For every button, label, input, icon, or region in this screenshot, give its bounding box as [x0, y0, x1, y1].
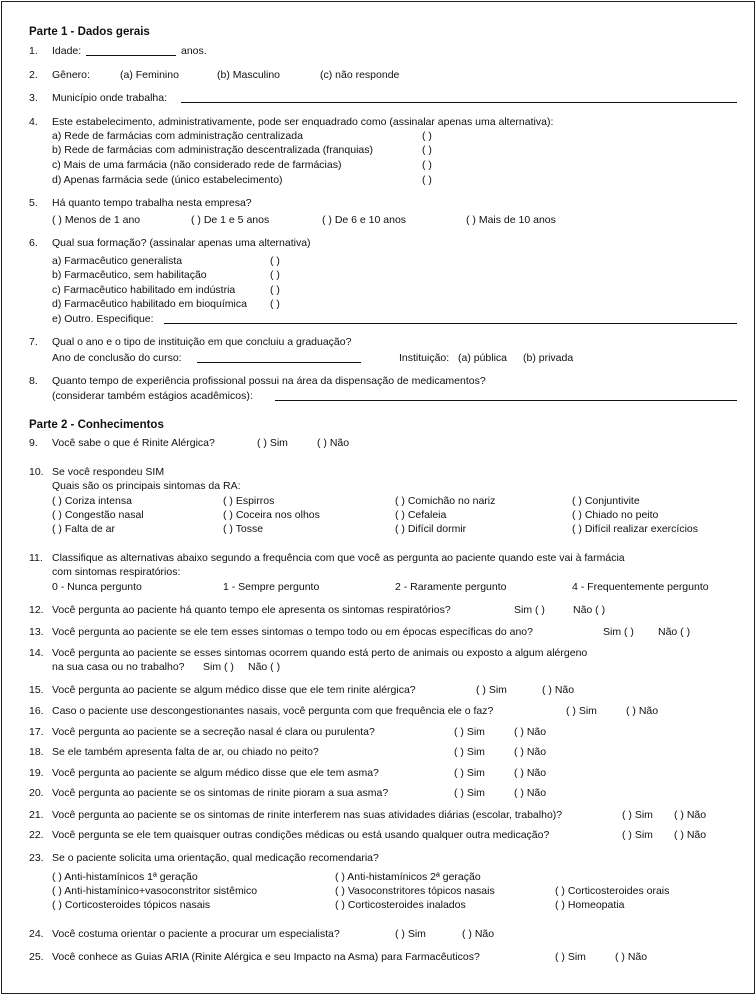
- q18-no[interactable]: ( ) Não: [514, 746, 547, 758]
- q4-item: c) Mais de uma farmácia (não considerado rede de farmácias): [52, 159, 342, 171]
- q22-number: 22.: [29, 829, 44, 841]
- q6-item: c) Farmacêutico habilitado em indústria: [52, 284, 236, 296]
- q25-label: Você conhece as Guias ARIA (Rinite Alérgica e seu Impacto na Asma) para Farmacêuticos?: [52, 951, 480, 963]
- q1-number: 1.: [29, 45, 38, 57]
- q6-checkbox[interactable]: ( ): [270, 284, 280, 296]
- q4-number: 4.: [29, 116, 38, 128]
- q8-sub: (considerar também estágios acadêmicos):: [52, 390, 253, 402]
- q13-number: 13.: [29, 626, 44, 638]
- q8-number: 8.: [29, 375, 38, 387]
- q20-label: Você pergunta ao paciente se os sintomas de rinite pioram a sua asma?: [52, 787, 389, 799]
- q12-no[interactable]: Não ( ): [573, 604, 606, 616]
- symptom-option[interactable]: ( ) Congestão nasal: [52, 509, 144, 521]
- q21-number: 21.: [29, 809, 44, 821]
- q22-label: Você pergunta se ele tem quaisquer outras condições médicas ou está usando qualquer outra medicação?: [52, 829, 550, 841]
- q10-sub: Quais são os principais sintomas da RA:: [52, 480, 241, 492]
- q25-yes[interactable]: ( ) Sim: [555, 951, 586, 963]
- q18-label: Se ele também apresenta falta de ar, ou chiado no peito?: [52, 746, 319, 758]
- q19-yes[interactable]: ( ) Sim: [454, 767, 485, 779]
- medication-option[interactable]: ( ) Homeopatia: [555, 899, 625, 911]
- q15-number: 15.: [29, 684, 44, 696]
- q15-label: Você pergunta ao paciente se algum médico disse que ele tem rinite alérgica?: [52, 684, 416, 696]
- q15-no[interactable]: ( ) Não: [542, 684, 575, 696]
- symptom-option[interactable]: ( ) Chiado no peito: [572, 509, 659, 521]
- q19-number: 19.: [29, 767, 44, 779]
- q21-label: Você pergunta ao paciente se os sintomas de rinite interferem nas suas atividades diárias (escolar, trabalho)?: [52, 809, 563, 821]
- q14-number: 14.: [29, 647, 44, 659]
- q17-no[interactable]: ( ) Não: [514, 726, 547, 738]
- q5-option[interactable]: ( ) De 1 e 5 anos: [191, 214, 270, 226]
- q5-option[interactable]: ( ) De 6 e 10 anos: [322, 214, 407, 226]
- symptom-option[interactable]: ( ) Coceira nos olhos: [223, 509, 320, 521]
- q13-label: Você pergunta ao paciente se ele tem esses sintomas o tempo todo ou em épocas específicas do ano?: [52, 626, 533, 638]
- q6-item: d) Farmacêutico habilitado em bioquímica: [52, 298, 247, 310]
- q18-yes[interactable]: ( ) Sim: [454, 746, 485, 758]
- municipality-field[interactable]: [181, 102, 737, 103]
- age-field[interactable]: [86, 55, 176, 56]
- q5-option[interactable]: ( ) Menos de 1 ano: [52, 214, 141, 226]
- q6-number: 6.: [29, 237, 38, 249]
- q9-no[interactable]: ( ) Não: [317, 437, 350, 449]
- q9-label: Você sabe o que é Rinite Alérgica?: [52, 437, 215, 449]
- q10-number: 10.: [29, 466, 44, 478]
- medication-option[interactable]: ( ) Corticosteroides tópicos nasais: [52, 899, 211, 911]
- gender-option-no-answer[interactable]: (c) não responde: [320, 69, 400, 81]
- part2-title: Parte 2 - Conhecimentos: [29, 419, 164, 431]
- q6-other-label: e) Outro. Especifique:: [52, 313, 154, 325]
- q24-number: 24.: [29, 928, 44, 940]
- q6-checkbox[interactable]: ( ): [270, 255, 280, 267]
- q3-label: Município onde trabalha:: [52, 92, 167, 104]
- graduation-year-field[interactable]: [197, 362, 361, 363]
- q7-label: Qual o ano e o tipo de instituição em que concluiu a graduação?: [52, 336, 352, 348]
- q4-checkbox[interactable]: ( ): [422, 130, 432, 142]
- q19-no[interactable]: ( ) Não: [514, 767, 547, 779]
- q14-no[interactable]: Não ( ): [248, 661, 281, 673]
- q4-item: a) Rede de farmácias com administração centralizada: [52, 130, 303, 142]
- q7-institution-label: Instituição:: [399, 352, 450, 364]
- gender-option-male[interactable]: (b) Masculino: [217, 69, 281, 81]
- q2-label: Gênero:: [52, 69, 90, 81]
- q7-year-label: Ano de conclusão do curso:: [52, 352, 182, 364]
- questionnaire-page: [1, 1, 755, 994]
- q21-yes[interactable]: ( ) Sim: [622, 809, 653, 821]
- q20-yes[interactable]: ( ) Sim: [454, 787, 485, 799]
- q4-item: d) Apenas farmácia sede (único estabelecimento): [52, 174, 283, 186]
- q20-number: 20.: [29, 787, 44, 799]
- medication-option[interactable]: ( ) Corticosteroides orais: [555, 885, 670, 897]
- medication-option[interactable]: ( ) Anti-histamínicos 1ª geração: [52, 871, 198, 883]
- q4-item: b) Rede de farmácias com administração descentralizada (franquias): [52, 144, 373, 156]
- q4-checkbox[interactable]: ( ): [422, 144, 432, 156]
- q6-item: b) Farmacêutico, sem habilitação: [52, 269, 207, 281]
- part1-title: Parte 1 - Dados gerais: [29, 26, 150, 38]
- q6-item: a) Farmacêutico generalista: [52, 255, 183, 267]
- symptom-option[interactable]: ( ) Tosse: [223, 523, 264, 535]
- q16-yes[interactable]: ( ) Sim: [566, 705, 597, 717]
- q14-yes[interactable]: Sim ( ): [203, 661, 234, 673]
- q14-label: Você pergunta ao paciente se esses sintomas ocorrem quando está perto de animais ou exposto a algum alérgeno: [52, 647, 588, 659]
- q6-checkbox[interactable]: ( ): [270, 269, 280, 281]
- q11-label: Classifique as alternativas abaixo segundo a frequência com que você as pergunta ao paciente quando este vai à farmácia: [52, 552, 625, 564]
- institution-option-private[interactable]: (b) privada: [523, 352, 574, 364]
- q17-yes[interactable]: ( ) Sim: [454, 726, 485, 738]
- q13-yes[interactable]: Sim ( ): [603, 626, 634, 638]
- q21-no[interactable]: ( ) Não: [674, 809, 707, 821]
- q5-number: 5.: [29, 197, 38, 209]
- q14-label-2: na sua casa ou no trabalho?: [52, 661, 185, 673]
- symptom-option[interactable]: ( ) Difícil dormir: [395, 523, 467, 535]
- symptom-option[interactable]: ( ) Difícil realizar exercícios: [572, 523, 699, 535]
- q8-label: Quanto tempo de experiência profissional possui na área da dispensação de medicamentos?: [52, 375, 486, 387]
- q16-label: Caso o paciente use descongestionantes nasais, você pergunta com que frequência ele o faz?: [52, 705, 494, 717]
- q4-checkbox[interactable]: ( ): [422, 159, 432, 171]
- scale-item: 1 - Sempre pergunto: [223, 581, 320, 593]
- q1-suffix: anos.: [181, 45, 207, 57]
- q23-label: Se o paciente solicita uma orientação, qual medicação recomendaria?: [52, 852, 379, 864]
- symptom-option[interactable]: ( ) Espirros: [223, 495, 275, 507]
- q1-label: Idade:: [52, 45, 82, 57]
- q4-label: Este estabelecimento, administrativamente, pode ser enquadrado como (assinalar apenas uma alternativa):: [52, 116, 554, 128]
- q24-label: Você costuma orientar o paciente a procurar um especialista?: [52, 928, 340, 940]
- scale-item: 0 - Nunca pergunto: [52, 581, 142, 593]
- q12-label: Você pergunta ao paciente há quanto tempo ele apresenta os sintomas respiratórios?: [52, 604, 451, 616]
- symptom-option[interactable]: ( ) Coriza intensa: [52, 495, 132, 507]
- q6-label: Qual sua formação? (assinalar apenas uma alternativa): [52, 237, 311, 249]
- experience-field[interactable]: [275, 400, 737, 401]
- q12-number: 12.: [29, 604, 44, 616]
- q18-number: 18.: [29, 746, 44, 758]
- q24-yes[interactable]: ( ) Sim: [395, 928, 426, 940]
- q19-label: Você pergunta ao paciente se algum médico disse que ele tem asma?: [52, 767, 379, 779]
- q9-yes[interactable]: ( ) Sim: [257, 437, 288, 449]
- q4-checkbox[interactable]: ( ): [422, 174, 432, 186]
- q13-no[interactable]: Não ( ): [658, 626, 691, 638]
- q11-label-2: com sintomas respiratórios:: [52, 566, 181, 578]
- symptom-option[interactable]: ( ) Comichão no nariz: [395, 495, 496, 507]
- symptom-option[interactable]: ( ) Conjuntivite: [572, 495, 640, 507]
- medication-option[interactable]: ( ) Corticosteroides inalados: [335, 899, 466, 911]
- q10-label: Se você respondeu SIM: [52, 466, 165, 478]
- q5-label: Há quanto tempo trabalha nesta empresa?: [52, 197, 252, 209]
- q12-yes[interactable]: Sim ( ): [514, 604, 545, 616]
- q5-option[interactable]: ( ) Mais de 10 anos: [466, 214, 556, 226]
- q11-number: 11.: [29, 552, 43, 564]
- q20-no[interactable]: ( ) Não: [514, 787, 547, 799]
- q17-number: 17.: [29, 726, 44, 738]
- q7-number: 7.: [29, 336, 38, 348]
- q17-label: Você pergunta ao paciente se a secreção nasal é clara ou purulenta?: [52, 726, 375, 738]
- medication-option[interactable]: ( ) Vasoconstritores tópicos nasais: [335, 885, 495, 897]
- q6-checkbox[interactable]: ( ): [270, 298, 280, 310]
- medication-option[interactable]: ( ) Anti-histamínicos 2ª geração: [335, 871, 481, 883]
- q2-number: 2.: [29, 69, 38, 81]
- q22-no[interactable]: ( ) Não: [674, 829, 707, 841]
- q23-number: 23.: [29, 852, 44, 864]
- q25-no[interactable]: ( ) Não: [615, 951, 648, 963]
- institution-option-public[interactable]: (a) pública: [458, 352, 508, 364]
- scale-item: 2 - Raramente pergunto: [395, 581, 507, 593]
- scale-item: 4 - Frequentemente pergunto: [572, 581, 709, 593]
- q22-yes[interactable]: ( ) Sim: [622, 829, 653, 841]
- q6-other-field[interactable]: [164, 323, 737, 324]
- q3-number: 3.: [29, 92, 38, 104]
- q16-no[interactable]: ( ) Não: [626, 705, 659, 717]
- q24-no[interactable]: ( ) Não: [462, 928, 495, 940]
- q15-yes[interactable]: ( ) Sim: [476, 684, 507, 696]
- medication-option[interactable]: ( ) Anti-histamínico+vasoconstritor sistêmico: [52, 885, 258, 897]
- symptom-option[interactable]: ( ) Falta de ar: [52, 523, 116, 535]
- gender-option-female[interactable]: (a) Feminino: [120, 69, 179, 81]
- q9-number: 9.: [29, 437, 38, 449]
- q25-number: 25.: [29, 951, 44, 963]
- symptom-option[interactable]: ( ) Cefaleia: [395, 509, 447, 521]
- q16-number: 16.: [29, 705, 44, 717]
